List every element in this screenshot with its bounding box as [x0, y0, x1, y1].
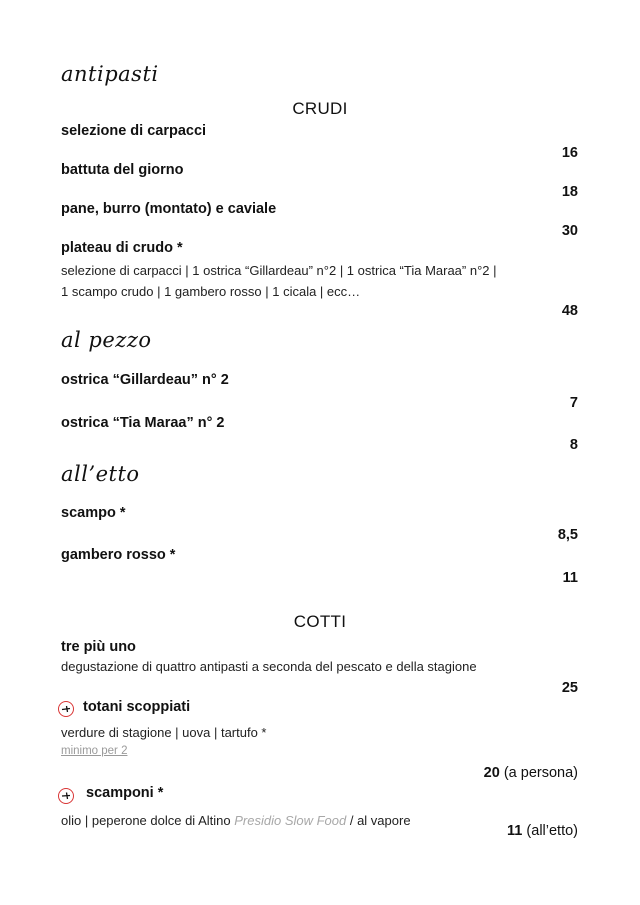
- menu-item-price: 7: [569, 395, 578, 411]
- menu-item-description: [61, 810, 561, 831]
- menu-item-name: ostrica “Tia Maraa” n° 2: [61, 415, 225, 431]
- price-unit: (all’etto): [526, 823, 578, 839]
- menu-item-description: verdure di stagione | uova | tartufo *: [61, 725, 267, 740]
- menu-item-price: 8: [569, 437, 578, 453]
- menu-item-name: selezione di carpacci: [61, 123, 207, 139]
- menu-item-name: tre più uno: [61, 639, 136, 655]
- menu-item-price: 11: [562, 570, 578, 586]
- signature-icon: [58, 701, 74, 717]
- menu-item-description: degustazione di quattro antipasti a seconda del pescato e della stagione: [61, 659, 477, 674]
- menu-item-price: 18: [561, 184, 578, 200]
- description-text: / al vapore: [346, 813, 411, 828]
- menu-item-name: scamponi *: [86, 785, 164, 801]
- signature-icon: [58, 788, 74, 804]
- menu-item-description: selezione di carpacci | 1 ostrica “Gillardeau” n°2 | 1 ostrica “Tia Maraa” n°2 |: [61, 263, 497, 278]
- all-etto-heading: all’etto: [61, 462, 140, 486]
- menu-item-name: totani scoppiati: [83, 699, 191, 715]
- al-pezzo-heading: al pezzo: [61, 328, 152, 352]
- menu-item-price: 30: [561, 223, 578, 239]
- menu-item-price: 20: [483, 765, 500, 781]
- menu-item-price-row: [507, 823, 578, 839]
- menu-item-price-row: [484, 765, 578, 781]
- menu-item-name: ostrica “Gillardeau” n° 2: [61, 372, 229, 388]
- antipasti-heading: antipasti: [61, 62, 159, 86]
- price-unit: (a persona): [503, 765, 578, 781]
- menu-item-name: plateau di crudo *: [61, 240, 183, 256]
- menu-item-price: 16: [561, 145, 578, 161]
- slow-food-label: Presidio Slow Food: [234, 813, 347, 828]
- menu-item-name: gambero rosso *: [61, 547, 176, 563]
- cotti-heading: COTTI: [293, 612, 347, 631]
- crudi-heading: CRUDI: [292, 99, 348, 118]
- menu-item-price: 25: [561, 680, 578, 696]
- menu-item-name: battuta del giorno: [61, 162, 184, 178]
- description-text: olio | peperone dolce di Altino: [61, 813, 235, 828]
- menu-item-price: 11: [507, 823, 523, 839]
- menu-item-price: 8,5: [557, 527, 578, 543]
- minimum-note: minimo per 2: [61, 745, 128, 757]
- menu-item-name: pane, burro (montato) e caviale: [61, 201, 277, 217]
- menu-item-description: 1 scampo crudo | 1 gambero rosso | 1 cicala | ecc…: [61, 284, 361, 299]
- menu-item-price: 48: [561, 303, 578, 319]
- menu-item-name: scampo *: [61, 505, 126, 521]
